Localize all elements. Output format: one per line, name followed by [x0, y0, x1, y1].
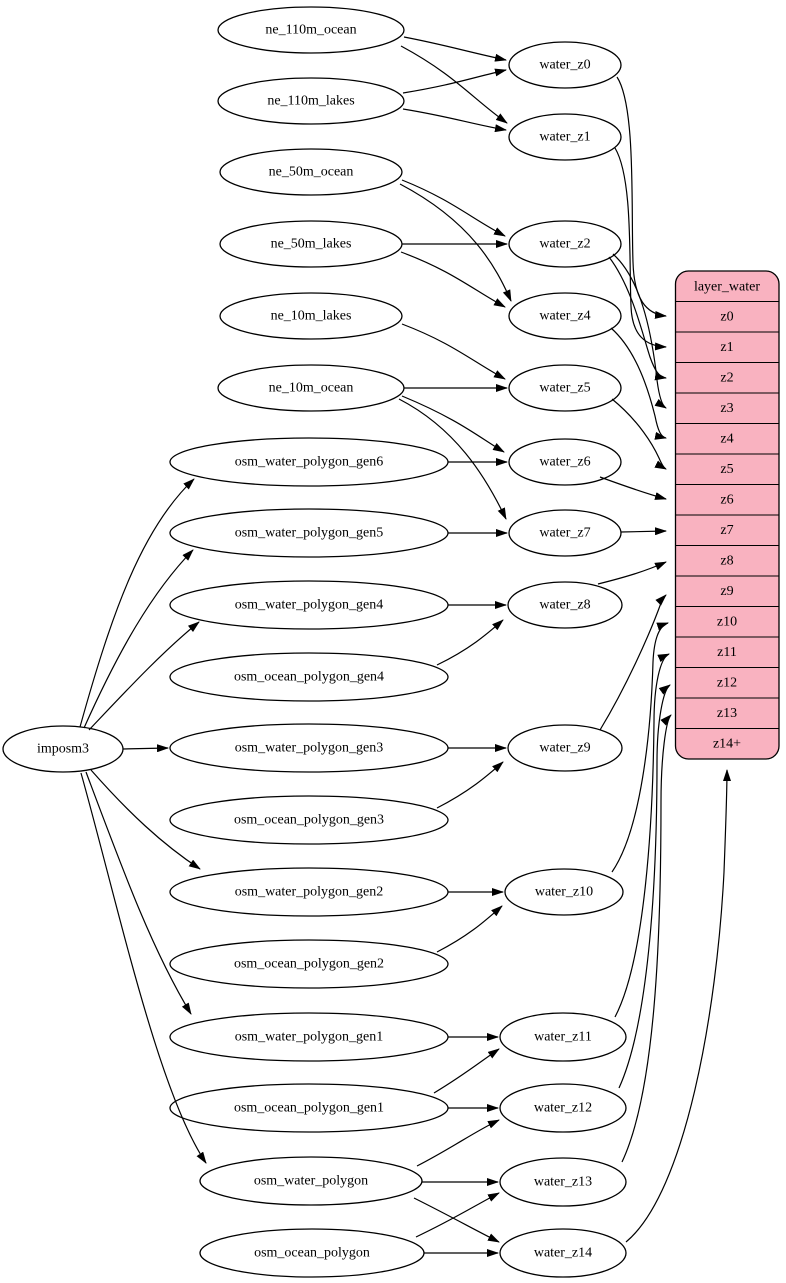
node-label: osm_ocean_polygon_gen4 [233, 669, 385, 685]
edge-imposm3-to-osm_water_polygon_gen3 [123, 748, 168, 749]
node-osm_ocean_polygon [200, 1229, 424, 1277]
node-osm_water_polygon_gen3 [170, 724, 448, 772]
node-label: ne_10m_lakes [270, 308, 352, 324]
table-layer_water [676, 271, 780, 759]
node-water_z14 [500, 1229, 626, 1277]
node-label: water_z6 [539, 454, 591, 470]
node-water_z8 [508, 582, 622, 628]
table-row-z14plus: z14+ [712, 736, 742, 752]
node-osm_water_polygon_gen2 [170, 868, 448, 916]
node-water_z9 [508, 725, 622, 771]
edge-osm_ocean_polygon_gen1-to-water_z11 [434, 1049, 499, 1093]
node-label: ne_10m_ocean [268, 380, 354, 396]
table-row-z2: z2 [720, 370, 734, 386]
node-water_z10 [505, 869, 623, 915]
edge-osm_ocean_polygon_gen2-to-water_z10 [437, 906, 502, 952]
edge-water_z0-to-row-z0 [617, 77, 666, 316]
node-water_z11 [500, 1013, 626, 1061]
edge-water_z8-to-row-z8 [598, 562, 666, 584]
table-title: layer_water [693, 279, 761, 295]
node-imposm3 [3, 726, 123, 772]
node-ne_50m_lakes [220, 221, 402, 267]
node-label: osm_water_polygon [253, 1173, 369, 1189]
edge-ne_10m_lakes-to-water_z5 [402, 324, 505, 379]
node-label: osm_ocean_polygon_gen1 [233, 1100, 385, 1116]
edge-ne_50m_ocean-to-water_z4 [400, 184, 511, 301]
edge-ne_110m_lakes-to-water_z1 [403, 109, 506, 130]
node-osm_ocean_polygon_gen3 [170, 796, 448, 844]
node-water_z4 [509, 293, 621, 339]
node-label: osm_water_polygon_gen5 [234, 525, 384, 541]
node-ne_110m_ocean [218, 7, 404, 53]
table-row-z1: z1 [720, 340, 734, 355]
edge-water_z13-to-row-z13 [622, 715, 671, 1162]
edge-ne_50m_ocean-to-water_z2 [402, 180, 505, 236]
node-label: ne_110m_lakes [267, 93, 355, 109]
node-label: water_z10 [534, 884, 594, 900]
edge-osm_water_polygon-to-water_z14 [414, 1198, 499, 1242]
table-row-z13: z13 [716, 706, 738, 721]
node-water_z0 [509, 42, 621, 88]
node-ne_10m_lakes [220, 293, 402, 339]
table-row-z10: z10 [716, 614, 738, 630]
table-row-z11: z11 [717, 645, 737, 660]
table-row-z8: z8 [720, 553, 734, 569]
edge-water_z1-to-row-z1 [615, 148, 666, 347]
node-label: water_z9 [539, 740, 591, 756]
node-label: ne_110m_ocean [265, 22, 357, 38]
node-label: water_z12 [533, 1100, 593, 1116]
node-ne_50m_ocean [220, 149, 402, 195]
node-osm_water_polygon_gen4 [170, 581, 448, 629]
node-label: water_z7 [539, 525, 591, 541]
node-water_z1 [509, 114, 621, 160]
node-label: water_z0 [539, 57, 591, 73]
node-osm_water_polygon_gen5 [170, 509, 448, 557]
node-osm_water_polygon_gen1 [170, 1013, 448, 1061]
node-label: water_z5 [539, 380, 591, 396]
edge-ne_10m_ocean-to-water_z6 [402, 396, 504, 452]
edges [80, 37, 727, 1253]
node-label: water_z4 [539, 308, 591, 324]
node-osm_ocean_polygon_gen1 [170, 1084, 448, 1132]
node-osm_ocean_polygon_gen4 [170, 653, 448, 701]
table-row-z4: z4 [720, 431, 734, 447]
node-label: ne_50m_lakes [270, 236, 352, 252]
node-label: water_z1 [539, 129, 591, 145]
node-water_z12 [500, 1084, 626, 1132]
edge-osm_ocean_polygon_gen3-to-water_z9 [437, 762, 503, 808]
node-osm_ocean_polygon_gen2 [170, 940, 448, 988]
node-label: ne_50m_ocean [268, 164, 354, 180]
edge-osm_ocean_polygon_gen4-to-water_z8 [437, 620, 503, 665]
node-water_z5 [509, 365, 621, 411]
edge-imposm3-to-osm_water_polygon_gen5 [84, 550, 193, 728]
edge-osm_ocean_polygon-to-water_z13 [416, 1193, 499, 1237]
edge-water_z12-to-row-z12 [619, 685, 670, 1088]
table-row-z12: z12 [716, 675, 738, 691]
node-label: water_z2 [539, 236, 591, 252]
node-label: osm_ocean_polygon_gen2 [233, 956, 385, 972]
node-label: water_z8 [539, 597, 591, 613]
node-label: osm_ocean_polygon [254, 1245, 370, 1261]
node-water_z2 [509, 221, 621, 267]
table-row-z7: z7 [720, 523, 734, 538]
node-label: osm_water_polygon_gen2 [234, 884, 384, 900]
node-osm_water_polygon [200, 1157, 422, 1205]
node-label: osm_water_polygon_gen1 [234, 1029, 384, 1045]
table-row-z0: z0 [720, 309, 734, 325]
node-label: osm_water_polygon_gen3 [234, 740, 384, 756]
node-osm_water_polygon_gen6 [170, 438, 448, 486]
edge-water_z6-to-row-z6 [600, 477, 666, 499]
edge-water_z7-to-row-z7 [621, 531, 666, 532]
node-label: water_z11 [534, 1029, 592, 1045]
node-water_z13 [500, 1158, 626, 1206]
nodes [3, 7, 626, 1277]
node-label: water_z13 [533, 1174, 593, 1190]
node-label: imposm3 [36, 741, 90, 757]
node-label: osm_water_polygon_gen4 [234, 597, 384, 613]
node-label: water_z14 [533, 1245, 593, 1261]
edge-osm_water_polygon-to-water_z12 [417, 1120, 499, 1166]
node-ne_110m_lakes [218, 78, 404, 124]
node-ne_10m_ocean [218, 365, 404, 411]
table-row-z6: z6 [720, 492, 734, 508]
table-row-z9: z9 [720, 584, 734, 599]
node-water_z7 [509, 510, 621, 556]
table-row-z5: z5 [720, 462, 734, 477]
table-row-z3: z3 [720, 401, 734, 416]
node-label: osm_ocean_polygon_gen3 [233, 812, 385, 828]
node-label: osm_water_polygon_gen6 [234, 454, 384, 470]
